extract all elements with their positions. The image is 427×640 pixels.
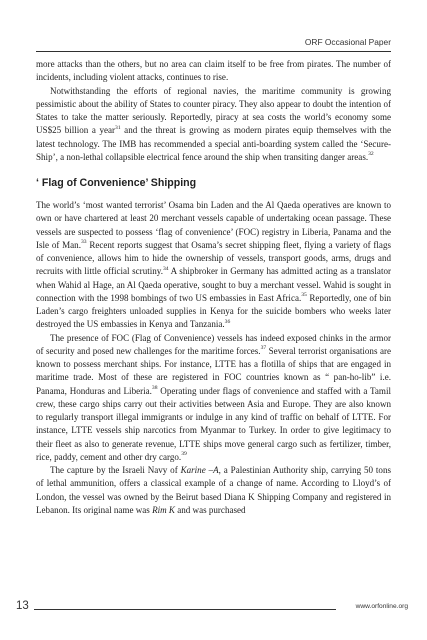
text-run: and was purchased [174,504,246,515]
paragraph-p5 [36,464,391,517]
paragraph-p1 [36,58,391,85]
footnote-ref: 36 [224,318,231,325]
footnote-ref: 34 [162,265,169,272]
text-run: The capture by the Israeli Navy of [50,465,181,475]
section-heading: ‘ Flag of Convenience’ Shipping [36,177,197,189]
paragraph-p4 [36,332,391,465]
running-header: ORF Occasional Paper [304,37,391,47]
footnote-ref: 35 [301,292,307,299]
page-number: 13 [16,600,29,612]
footnote-ref: 31 [115,124,121,131]
text-run: Several terrorist organisations are known to possess merchant ships. For instance, LTTE has a flotilla of ships that are engaged in maritime trade. Most of these are registered in FOC countries known as “ pan-ho-lib” i.e. Panama, Honduras and Liberia. [36,345,391,396]
footnote-ref: 33 [80,239,87,246]
text-run: , a Palestinian Authority ship, carrying 50 tons of lethal ammunition, offers a classical example of a change of name. According to Lloyd’s of London, the vessel was owned by the Beirut based Diana K Shipping Company and registered in Lebanon. Its original name was [36,465,391,515]
footer-url: www.orfonline.org [355,603,408,610]
header-rule [36,51,391,52]
paragraph-p3 [36,199,391,332]
text-run: The presence of FOC (Flag of Convenience) vessels has indeed exposed chinks in the armor of security and posed new challenges for the maritime forces. [36,332,391,356]
text-run: A shipbroker in Germany has admitted acting as a translator when Wahid al Hage, an Al Qaeda operative, sought to buy a merchant vessel. Wahid is sought in connection with the 1998 bombings of two US embassies in East Africa. [36,266,391,303]
footnote-ref: 37 [260,345,267,352]
text-run: Recent reports suggest that Osama’s secret shipping fleet, flying a variety of flags of convenience, allows him to hide the ownership of vessels, transport goods, arms, drugs and recruits with little official scrutiny. [36,239,391,277]
footnote-ref: 32 [368,151,374,158]
text-run: and the threat is growing as modern pirates equip themselves with the latest technology. The IMB has recommended a special anti-boarding system called the ‘Secure-Ship’, a non-lethal collapsible electrical fence around the ship when transiting danger areas. [36,125,391,162]
footnote-ref: 38 [151,384,158,391]
text-run: Reportedly, one of bin Laden’s cargo freighters unloaded supplies in Kenya for the suicide bombers who weeks later destroyed the US embassies in Kenya and Tanzania. [36,292,391,330]
text-run: Operating under flags of convenience and staffed with a Tamil crew, these cargo ships carry out their activities between Asia and Europe. They are also known to regularly transport illegal immigrants or indulge in any kind of traffic on behalf of LTTE. For instance, LTTE vessels ship narcotics from Myanmar to Turkey. In order to give legitimacy to their fleet as also to generate revenue, LTTE ships move general cargo such as fertilizer, timber, rice, paddy, cement and other dry cargo. [36,385,391,462]
text-run: Notwithstanding the efforts of regional navies, the maritime community is growing pessimistic about the ability of States to counter piracy. They also appear to doubt the intention of States to take the matter seriously. Reportedly, piracy at sea costs the world’s economy some US$25 billion a year [36,85,391,136]
text-run: The world’s ‘most wanted terrorist’ Osama bin Laden and the Al Qaeda operatives are known to own or have chartered at least 20 merchant vessels capable of undertaking ocean passage. These vessels are suspected to possess ‘flag of convenience’ (FOC) registry in Liberia, Panama and the Isle of Man. [36,200,391,250]
text-run: more attacks than the others, but no area can claim itself to be free from pirates. The number of incidents, including violent attacks, continues to rise. [36,59,391,83]
paragraph-p2 [36,85,391,165]
footnote-ref: 39 [181,451,187,458]
body-text [36,58,391,517]
vessel-name: Rim K [152,504,175,515]
vessel-name: Karine –A [180,465,219,475]
footer-rule [34,609,336,610]
